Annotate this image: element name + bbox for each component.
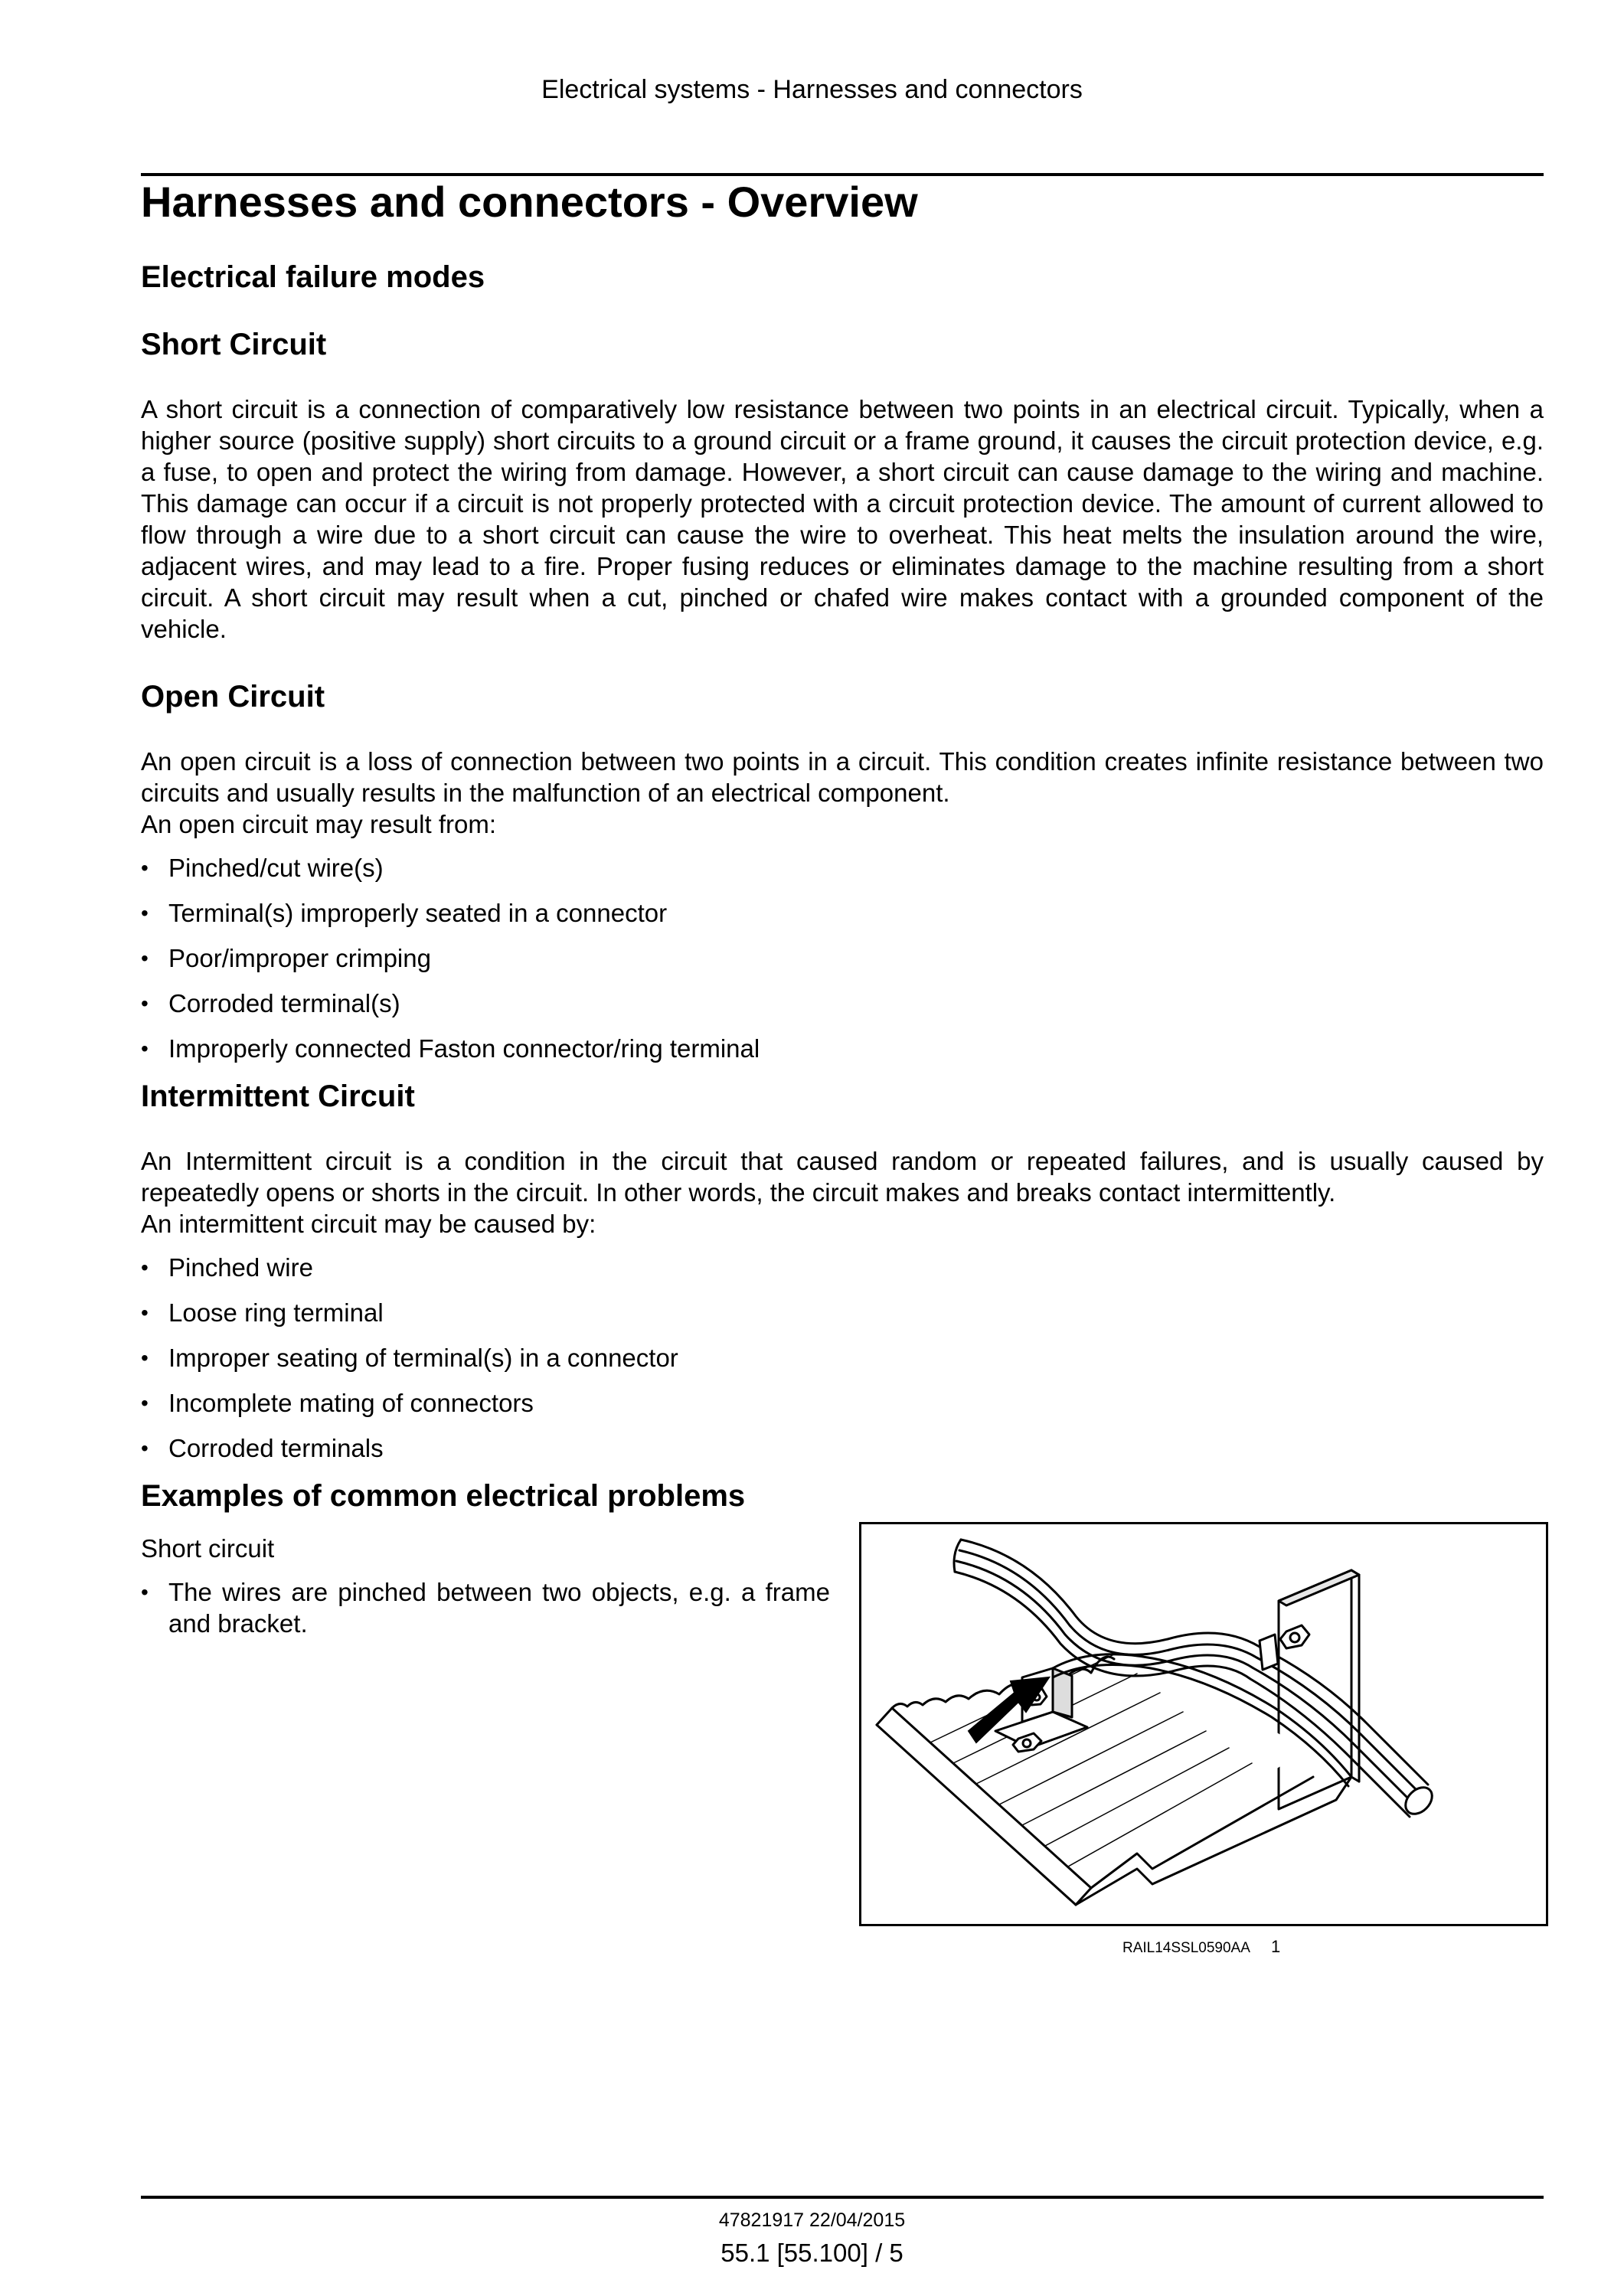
section-title: Electrical failure modes <box>141 260 485 295</box>
page-title: Harnesses and connectors - Overview <box>141 178 918 226</box>
figure-caption: RAIL14SSL0590AA <box>1122 1940 1250 1957</box>
doc-number: 47821917 22/04/2015 <box>718 2209 906 2231</box>
footer-rule <box>141 2196 1544 2199</box>
list-item: • Corroded terminal(s) <box>141 988 1544 1019</box>
short-circuit-paragraph: A short circuit is a connection of comparatively low resistance between two points in an electrical circuit. Typically, when a higher source (positive supply) short circuits to a ground circuit or a frame ground, it causes the circuit protection device, e.g. a fuse, to open and protect the wiring from damage. However, a short circuit can cause damage to the wiring and machine. This damage can occur if a circuit is not properly protected with a circuit protection device. The amount of current allowed to flow through a wire due to a short circuit can cause the wire to overheat. This heat melts the insulation around the wire, adjacent wires, and may lead to a fire. Proper fusing reduces or eliminates damage to the machine resulting from a short circuit. A short circuit may result when a cut, pinched or chafed wire makes contact with a grounded component of the vehicle. <box>141 395 1544 644</box>
main-content <box>141 178 1544 1957</box>
list-item: • Loose ring terminal <box>141 1297 1544 1328</box>
examples-subheading: Short circuit <box>141 1534 275 1563</box>
pinched-wire-illustration <box>859 1522 1548 1926</box>
header-rule <box>141 173 1544 176</box>
figure-number: 1 <box>1271 1937 1281 1957</box>
list-item: • The wires are pinched between two objects, e.g. a frame and bracket. <box>141 1576 830 1639</box>
list-item: • Poor/improper crimping <box>141 942 1544 974</box>
intermittent-circuit-intro: An intermittent circuit may be caused by: <box>141 1210 596 1239</box>
list-item: • Improperly connected Faston connector/ring terminal <box>141 1033 1544 1064</box>
open-circuit-heading: Open Circuit <box>141 680 325 714</box>
list-item: • Improper seating of terminal(s) in a connector <box>141 1342 1544 1373</box>
list-item: • Terminal(s) improperly seated in a connector <box>141 897 1544 929</box>
intermittent-circuit-heading: Intermittent Circuit <box>141 1079 415 1114</box>
list-item: • Incomplete mating of connectors <box>141 1387 1544 1419</box>
short-circuit-heading: Short Circuit <box>141 328 327 362</box>
open-circuit-list <box>141 852 1544 1064</box>
open-circuit-paragraph: An open circuit is a loss of connection between two points in a circuit. This condition creates infinite resistance between two circuits and usually results in the malfunction of an electrical component. <box>141 747 1544 808</box>
list-item: • Pinched/cut wire(s) <box>141 852 1544 883</box>
open-circuit-intro: An open circuit may result from: <box>141 810 496 839</box>
page-reference: 55.1 [55.100] / 5 <box>721 2239 903 2267</box>
examples-section <box>141 1478 1544 1957</box>
list-item: • Corroded terminals <box>141 1432 1544 1464</box>
page-header: Electrical systems - Harnesses and connectors <box>541 75 1083 104</box>
list-item: • Pinched wire <box>141 1252 1544 1283</box>
intermittent-circuit-paragraph: An Intermittent circuit is a condition in the circuit that caused random or repeated failures, and is usually caused by repeatedly opens or shorts in the circuit. In other words, the circuit makes and breaks contact intermittently. <box>141 1147 1544 1207</box>
examples-heading: Examples of common electrical problems <box>141 1479 746 1514</box>
intermittent-circuit-list <box>141 1252 1544 1464</box>
examples-list <box>141 1576 830 1639</box>
